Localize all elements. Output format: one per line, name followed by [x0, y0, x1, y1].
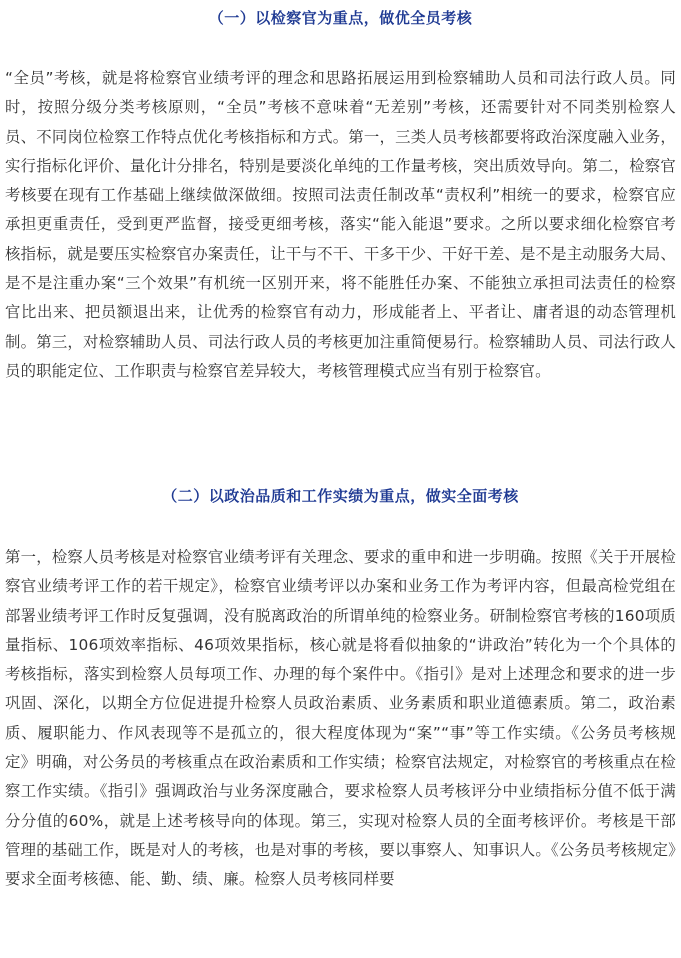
section-paragraph-1: “全员”考核，就是将检察官业绩考评的理念和思路拓展运用到检察辅助人员和司法行政人员。同时，按照分级分类考核原则，“全员”考核不意味着“无差别”考核，还需要针对不同类别检察人员、不同岗位检察工作特点优化考核指标和方式。第一，三类人员考核都要将政治深度融入业务，实行指标化评价、量化计分排名，特别是要淡化单纯的工作量考核，突出质效导向。第二，检察官考核要在现有工作基础上继续做深做细。按照司法责任制改革“责权利”相统一的要求，检察官应承担更重责任，受到更严监督，接受更细考核，落实“能入能退”要求。之所以要求细化检察官考核指标，就是要压实检察官办案责任，让干与不干、干多干少、干好干差、是不是主动服务大局、是不是注重办案“三个效果”有机统一区别开来，将不能胜任办案、不能独立承担司法责任的检察官比出来、把员额退出来，让优秀的检察官有动力，形成能者上、平者让、庸者退的动态管理机制。第三，对检察辅助人员、司法行政人员的考核更加注重简便易行。检察辅助人员、司法行政人员的职能定位、工作职责与检察官差异较大，考核管理模式应当有别于检察官。 [5, 69, 676, 380]
section-heading-2: （二）以政治品质和工作实绩为重点，做实全面考核 [162, 487, 519, 505]
section-paragraph-2: 第一，检察人员考核是对检察官业绩考评有关理念、要求的重申和进一步明确。按照《关于开展检察官业绩考评工作的若干规定》，检察官业绩考评以办案和业务工作为考评内容，但最高检党组在部署业绩考评工作时反复强调，没有脱离政治的所谓单纯的检察业务。研制检察官考核的160项质量指标、106项效率指标、46项效果指标，核心就是将看似抽象的“讲政治”转化为一个个具体的考核指标，落实到检察人员每项工作、办理的每个案件中。《指引》是对上述理念和要求的进一步巩固、深化，以期全方位促进提升检察人员政治素质、业务素质和职业道德素质。第二，政治素质、履职能力、作风表现等不是孤立的，很大程度体现为“案”“事”等工作实绩。《公务员考核规定》明确，对公务员的考核重点在政治素质和工作实绩；检察官法规定，对检察官的考核重点在检察工作实绩。《指引》强调政治与业务深度融合，要求检察人员考核评分中业绩指标分值不低于满分分值的60%，就是上述考核导向的体现。第三，实现对检察人员的全面考核评价。考核是干部管理的基础工作，既是对人的考核，也是对事的考核，要以事察人、知事识人。《公务员考核规定》要求全面考核德、能、勤、绩、廉。检察人员考核同样要 [5, 548, 676, 889]
section-heading-1: （一）以检察官为重点，做优全员考核 [208, 9, 473, 27]
